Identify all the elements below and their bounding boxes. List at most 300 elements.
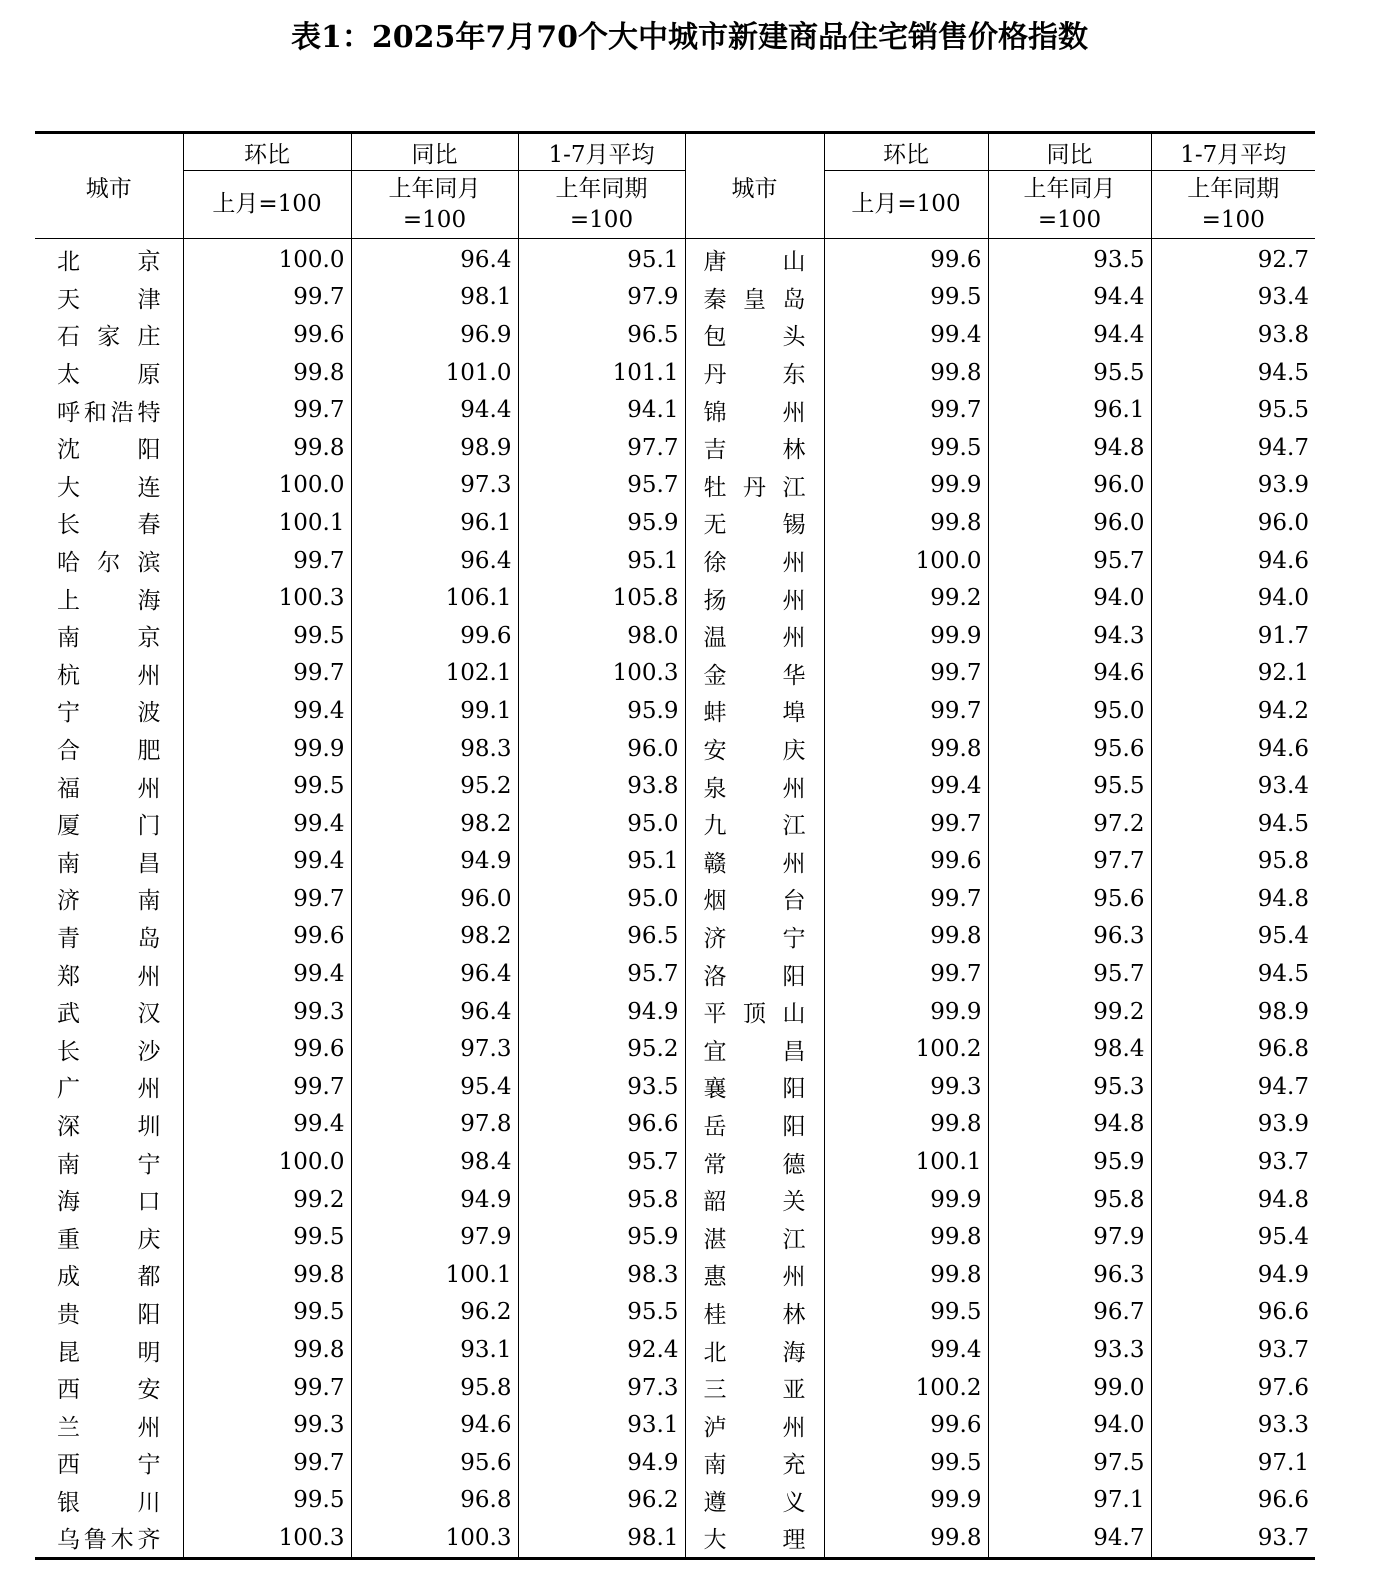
header-city: 城市 [685,133,824,239]
city-name-chars: 泉 州 [703,775,806,802]
mom-value-right: 99.7 [824,880,988,918]
mom-value-left: 99.7 [183,542,351,580]
yoy-value-left: 100.3 [351,1519,518,1558]
table-row [35,1444,1315,1482]
city-name-left [35,504,183,542]
city-name-chars: 赣 州 [703,850,806,877]
avg-value-right: 93.7 [1151,1519,1315,1558]
city-name-chars: 广 州 [57,1076,161,1103]
city-name-chars: 九 江 [703,813,806,840]
city-name-chars: 上 海 [57,587,161,614]
city-name-right [685,279,824,317]
mom-value-right: 99.4 [824,316,988,354]
city-name-chars: 海 口 [57,1189,161,1216]
avg-value-left: 98.0 [518,617,685,655]
city-name-left [35,1444,183,1482]
yoy-value-right: 95.3 [988,1068,1151,1106]
mom-value-right: 99.5 [824,279,988,317]
mom-value-right: 100.1 [824,1143,988,1181]
mom-value-left: 99.4 [183,805,351,843]
city-name-chars: 襄 阳 [703,1076,806,1103]
city-name-chars: 桂 林 [703,1301,806,1328]
city-name-right [685,429,824,467]
yoy-value-left: 102.1 [351,655,518,693]
yoy-value-left: 96.8 [351,1482,518,1520]
yoy-value-right: 95.8 [988,1181,1151,1219]
header-avg: 1-7月平均 [1151,133,1315,171]
header-mom-base: 上月=100 [824,171,988,239]
table-row [35,467,1315,505]
city-name-chars: 济 宁 [703,925,806,952]
yoy-value-left: 101.0 [351,354,518,392]
mom-value-right: 100.2 [824,1369,988,1407]
header-avg-base-line1: 上年同期 [555,175,648,202]
city-name-chars: 昆 明 [57,1339,161,1366]
city-name-right [685,1256,824,1294]
yoy-value-left: 97.3 [351,1030,518,1068]
avg-value-right: 97.6 [1151,1369,1315,1407]
city-name-chars: 长 沙 [57,1038,161,1065]
yoy-value-left: 98.3 [351,730,518,768]
table-row [35,1369,1315,1407]
yoy-value-right: 95.0 [988,692,1151,730]
city-name-chars: 太 原 [57,362,161,389]
avg-value-right: 94.5 [1151,955,1315,993]
yoy-value-right: 95.6 [988,730,1151,768]
city-name-chars: 包 头 [703,324,806,351]
yoy-value-left: 94.4 [351,391,518,429]
city-name-left [35,1256,183,1294]
city-name-left [35,467,183,505]
table-row [35,354,1315,392]
yoy-value-right: 96.7 [988,1294,1151,1332]
avg-value-right: 94.5 [1151,805,1315,843]
city-name-right [685,391,824,429]
mom-value-right: 99.7 [824,955,988,993]
city-name-chars: 乌 鲁 木 齐 [57,1527,161,1554]
city-name-chars: 石 家 庄 [57,324,161,351]
city-name-left [35,993,183,1031]
city-name-chars: 烟 台 [703,888,806,915]
yoy-value-left: 98.2 [351,805,518,843]
mom-value-right: 99.6 [824,843,988,881]
yoy-value-left: 96.4 [351,239,518,279]
city-name-right [685,1482,824,1520]
mom-value-left: 99.4 [183,843,351,881]
city-name-right [685,767,824,805]
city-name-chars: 洛 阳 [703,963,806,990]
table-row [35,391,1315,429]
yoy-value-right: 94.8 [988,1106,1151,1144]
avg-value-left: 96.5 [518,918,685,956]
city-name-chars: 吉 林 [703,437,806,464]
city-name-left [35,239,183,279]
city-name-chars: 泸 州 [703,1414,806,1441]
city-name-right [685,843,824,881]
mom-value-right: 99.8 [824,1256,988,1294]
mom-value-left: 99.5 [183,1482,351,1520]
yoy-value-left: 93.1 [351,1331,518,1369]
city-name-left [35,730,183,768]
table-row [35,1218,1315,1256]
avg-value-right: 93.4 [1151,767,1315,805]
yoy-value-left: 97.3 [351,467,518,505]
city-name-right [685,504,824,542]
avg-value-right: 94.9 [1151,1256,1315,1294]
city-name-chars: 南 充 [703,1452,806,1479]
yoy-value-left: 95.4 [351,1068,518,1106]
avg-value-right: 93.7 [1151,1331,1315,1369]
table-row [35,239,1315,279]
city-name-left [35,542,183,580]
city-name-chars: 牡 丹 江 [703,474,806,501]
mom-value-right: 100.0 [824,542,988,580]
city-name-left [35,1143,183,1181]
city-name-right [685,354,824,392]
city-name-chars: 锦 州 [703,399,806,426]
city-name-right [685,730,824,768]
yoy-value-right: 99.0 [988,1369,1151,1407]
yoy-value-left: 96.4 [351,993,518,1031]
avg-value-left: 95.9 [518,692,685,730]
mom-value-left: 99.5 [183,1218,351,1256]
yoy-value-right: 95.5 [988,354,1151,392]
header-mom: 环比 [824,133,988,171]
avg-value-left: 94.9 [518,993,685,1031]
city-name-chars: 沈 阳 [57,437,161,464]
table-row [35,542,1315,580]
city-name-chars: 贵 阳 [57,1301,161,1328]
table-row [35,1106,1315,1144]
avg-value-left: 95.7 [518,955,685,993]
city-name-right [685,1519,824,1558]
header-yoy-base-line2: =100 [402,206,467,233]
avg-value-left: 95.1 [518,542,685,580]
city-name-right [685,239,824,279]
avg-value-right: 94.5 [1151,354,1315,392]
city-name-right [685,805,824,843]
yoy-value-right: 94.3 [988,617,1151,655]
header-yoy: 同比 [351,133,518,171]
city-name-left [35,1406,183,1444]
city-name-chars: 深 圳 [57,1113,161,1140]
yoy-value-left: 97.9 [351,1218,518,1256]
table-row [35,1068,1315,1106]
city-name-left [35,918,183,956]
city-name-chars: 大 理 [703,1527,806,1554]
yoy-value-right: 94.4 [988,316,1151,354]
yoy-value-right: 93.5 [988,239,1151,279]
avg-value-left: 92.4 [518,1331,685,1369]
city-name-chars: 无 锡 [703,512,806,539]
city-name-left [35,1519,183,1558]
table-row [35,504,1315,542]
yoy-value-right: 95.7 [988,955,1151,993]
avg-value-right: 93.7 [1151,1143,1315,1181]
avg-value-right: 93.9 [1151,1106,1315,1144]
mom-value-left: 99.8 [183,429,351,467]
page-title: 表1：2025年7月70个大中城市新建商品住宅销售价格指数 [291,20,1088,55]
city-name-chars: 徐 州 [703,550,806,577]
city-name-right [685,955,824,993]
table-row [35,955,1315,993]
yoy-value-left: 99.1 [351,692,518,730]
city-name-right [685,1181,824,1219]
avg-value-left: 95.9 [518,504,685,542]
header-city: 城市 [35,133,183,239]
avg-value-right: 96.6 [1151,1294,1315,1332]
city-name-chars: 厦 门 [57,813,161,840]
yoy-value-left: 106.1 [351,579,518,617]
mom-value-right: 99.8 [824,1218,988,1256]
city-name-chars: 杭 州 [57,662,161,689]
city-name-left [35,1294,183,1332]
avg-value-right: 93.4 [1151,279,1315,317]
mom-value-right: 99.7 [824,655,988,693]
avg-value-left: 105.8 [518,579,685,617]
avg-value-right: 94.8 [1151,880,1315,918]
mom-value-left: 100.1 [183,504,351,542]
mom-value-left: 99.6 [183,1030,351,1068]
city-name-chars: 平 顶 山 [703,1001,806,1028]
city-name-right [685,316,824,354]
city-name-chars: 唐 山 [703,249,806,276]
yoy-value-left: 94.9 [351,843,518,881]
avg-value-right: 92.7 [1151,239,1315,279]
header-yoy-base-line1: 上年同月 [1023,175,1116,202]
mom-value-right: 99.7 [824,692,988,730]
avg-value-right: 98.9 [1151,993,1315,1031]
city-name-left [35,767,183,805]
yoy-value-right: 95.9 [988,1143,1151,1181]
table-row [35,1030,1315,1068]
header-avg-base-line2: =100 [1201,206,1265,233]
mom-value-right: 99.8 [824,354,988,392]
avg-value-left: 95.7 [518,467,685,505]
mom-value-right: 99.4 [824,767,988,805]
mom-value-right: 99.8 [824,1106,988,1144]
city-name-right [685,1406,824,1444]
city-name-chars: 温 州 [703,625,806,652]
mom-value-right: 99.9 [824,993,988,1031]
table-row [35,843,1315,881]
avg-value-left: 95.5 [518,1294,685,1332]
city-name-right [685,1218,824,1256]
mom-value-left: 99.5 [183,617,351,655]
avg-value-right: 94.7 [1151,1068,1315,1106]
mom-value-left: 99.5 [183,1294,351,1332]
city-name-chars: 南 昌 [57,850,161,877]
yoy-value-right: 94.7 [988,1519,1151,1558]
mom-value-left: 99.2 [183,1181,351,1219]
city-name-chars: 西 安 [57,1377,161,1404]
mom-value-left: 99.5 [183,767,351,805]
city-name-chars: 长 春 [57,512,161,539]
city-name-left [35,805,183,843]
yoy-value-right: 99.2 [988,993,1151,1031]
yoy-value-left: 99.6 [351,617,518,655]
city-name-left [35,429,183,467]
avg-value-left: 97.7 [518,429,685,467]
city-name-chars: 宜 昌 [703,1038,806,1065]
city-name-chars: 惠 州 [703,1264,806,1291]
header-mom: 环比 [183,133,351,171]
yoy-value-left: 96.0 [351,880,518,918]
table-row [35,692,1315,730]
city-name-chars: 金 华 [703,662,806,689]
avg-value-left: 93.8 [518,767,685,805]
city-name-left [35,655,183,693]
table-row [35,1143,1315,1181]
table-row [35,279,1315,317]
city-name-right [685,655,824,693]
mom-value-right: 99.8 [824,504,988,542]
table-row [35,1294,1315,1332]
avg-value-right: 94.6 [1151,730,1315,768]
city-name-left [35,955,183,993]
city-name-chars: 丹 东 [703,362,806,389]
mom-value-right: 99.6 [824,239,988,279]
city-name-left [35,1218,183,1256]
city-name-left [35,316,183,354]
city-name-chars: 常 德 [703,1151,806,1178]
avg-value-right: 93.8 [1151,316,1315,354]
yoy-value-right: 96.1 [988,391,1151,429]
yoy-value-right: 97.9 [988,1218,1151,1256]
city-name-left [35,692,183,730]
city-name-right [685,1331,824,1369]
avg-value-right: 96.0 [1151,504,1315,542]
mom-value-left: 99.7 [183,279,351,317]
avg-value-left: 94.1 [518,391,685,429]
avg-value-left: 100.3 [518,655,685,693]
yoy-value-left: 95.2 [351,767,518,805]
city-name-chars: 南 宁 [57,1151,161,1178]
table-row [35,617,1315,655]
city-name-chars: 武 汉 [57,1001,161,1028]
avg-value-left: 96.5 [518,316,685,354]
avg-value-left: 95.2 [518,1030,685,1068]
mom-value-left: 99.4 [183,692,351,730]
avg-value-left: 96.0 [518,730,685,768]
avg-value-left: 95.1 [518,843,685,881]
mom-value-left: 99.3 [183,993,351,1031]
city-name-left [35,1482,183,1520]
avg-value-left: 96.6 [518,1106,685,1144]
city-name-chars: 郑 州 [57,963,161,990]
price-index-table [35,131,1315,1560]
city-name-chars: 兰 州 [57,1414,161,1441]
table-row [35,767,1315,805]
avg-value-left: 94.9 [518,1444,685,1482]
city-name-chars: 岳 阳 [703,1113,806,1140]
city-name-chars: 北 京 [57,249,161,276]
avg-value-left: 101.1 [518,354,685,392]
city-name-chars: 湛 江 [703,1226,806,1253]
table-row [35,1406,1315,1444]
mom-value-left: 99.6 [183,316,351,354]
mom-value-right: 99.9 [824,617,988,655]
table-row [35,880,1315,918]
avg-value-left: 95.0 [518,805,685,843]
table-row [35,918,1315,956]
city-name-chars: 合 肥 [57,738,161,765]
avg-value-right: 96.8 [1151,1030,1315,1068]
yoy-value-right: 97.5 [988,1444,1151,1482]
city-name-chars: 哈 尔 滨 [57,550,161,577]
avg-value-right: 96.6 [1151,1482,1315,1520]
yoy-value-left: 94.6 [351,1406,518,1444]
yoy-value-right: 94.0 [988,1406,1151,1444]
avg-value-right: 94.7 [1151,429,1315,467]
city-name-left [35,1369,183,1407]
mom-value-left: 99.8 [183,1256,351,1294]
mom-value-right: 99.5 [824,429,988,467]
yoy-value-right: 97.1 [988,1482,1151,1520]
mom-value-right: 99.8 [824,918,988,956]
city-name-right [685,1369,824,1407]
city-name-right [685,1106,824,1144]
yoy-value-left: 94.9 [351,1181,518,1219]
city-name-chars: 扬 州 [703,587,806,614]
yoy-value-right: 96.3 [988,918,1151,956]
yoy-value-left: 96.4 [351,955,518,993]
city-name-left [35,354,183,392]
city-name-chars: 福 州 [57,775,161,802]
city-name-right [685,880,824,918]
city-name-left [35,279,183,317]
header-yoy-base [351,171,518,239]
header-avg-base-line1: 上年同期 [1187,175,1280,202]
mom-value-left: 100.0 [183,239,351,279]
avg-value-right: 94.8 [1151,1181,1315,1219]
table-row [35,1331,1315,1369]
mom-value-left: 99.7 [183,1369,351,1407]
table-row [35,1181,1315,1219]
city-name-right [685,542,824,580]
yoy-value-right: 94.4 [988,279,1151,317]
mom-value-right: 99.8 [824,730,988,768]
avg-value-left: 95.0 [518,880,685,918]
city-name-left [35,1331,183,1369]
header-avg-base [518,171,685,239]
yoy-value-left: 96.2 [351,1294,518,1332]
city-name-left [35,1068,183,1106]
mom-value-left: 100.3 [183,579,351,617]
mom-value-right: 99.5 [824,1294,988,1332]
city-name-chars: 韶 关 [703,1189,806,1216]
table-row [35,1256,1315,1294]
header-avg: 1-7月平均 [518,133,685,171]
mom-value-right: 99.7 [824,805,988,843]
yoy-value-right: 95.7 [988,542,1151,580]
yoy-value-right: 97.7 [988,843,1151,881]
header-yoy-base-line1: 上年同月 [388,175,481,202]
mom-value-right: 99.8 [824,1519,988,1558]
yoy-value-left: 98.4 [351,1143,518,1181]
header-mom-base: 上月=100 [183,171,351,239]
table-row [35,655,1315,693]
avg-value-right: 91.7 [1151,617,1315,655]
city-name-left [35,579,183,617]
yoy-value-left: 98.1 [351,279,518,317]
city-name-right [685,1143,824,1181]
table-row [35,993,1315,1031]
header-avg-base [1151,171,1315,239]
mom-value-right: 100.2 [824,1030,988,1068]
mom-value-left: 99.8 [183,1331,351,1369]
avg-value-left: 95.9 [518,1218,685,1256]
